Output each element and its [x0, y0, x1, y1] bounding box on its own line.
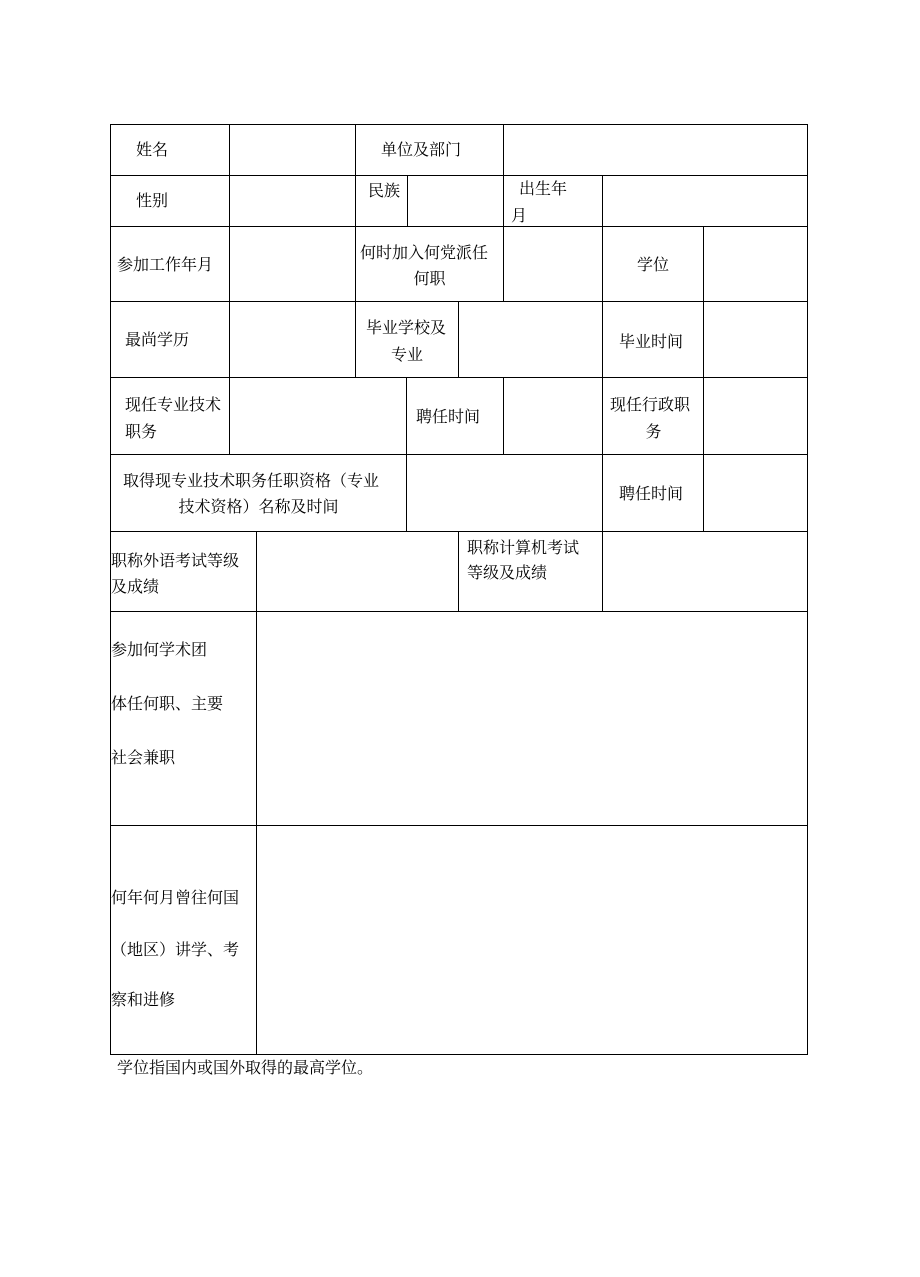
col-border: [602, 301, 603, 377]
col-border: [503, 124, 504, 175]
qualification-label-line2: 技术资格）名称及时间: [178, 497, 339, 516]
col-border: [406, 377, 407, 454]
col-border: [355, 175, 356, 226]
col-border: [602, 377, 603, 454]
col-border: [406, 454, 407, 531]
ethnicity-label: 民族: [368, 181, 401, 200]
col-border: [229, 175, 230, 226]
col-border: [256, 611, 257, 1054]
col-border: [503, 377, 504, 454]
col-border: [458, 301, 459, 377]
highest-education-label: 最尚学历: [125, 330, 190, 349]
school-label-line2: 专业: [390, 345, 423, 364]
graduation-time-label: 毕业时间: [619, 332, 684, 351]
abroad-label-line2: （地区）讲学、考: [111, 940, 240, 959]
col-border: [602, 454, 603, 531]
col-border: [807, 124, 808, 1055]
row-border: [110, 531, 808, 532]
col-border: [229, 226, 230, 301]
col-border: [602, 531, 603, 611]
row-border: [110, 611, 808, 612]
row-border: [110, 825, 808, 826]
footnote: 学位指国内或国外取得的最高学位。: [117, 1058, 374, 1077]
col-border: [229, 124, 230, 175]
col-border: [458, 531, 459, 611]
birth-label-line2: 月: [511, 206, 528, 225]
tech-post-label-line2: 职务: [125, 422, 158, 441]
col-border: [256, 531, 257, 611]
party-label-line2: 何职: [413, 269, 446, 288]
abroad-label-line1: 何年何月曾往何国: [111, 888, 240, 907]
admin-post-label-line2: 务: [645, 422, 662, 441]
admin-post-label-line1: 现任行政职: [610, 395, 691, 414]
computer-label-line2: 等级及成绩: [467, 563, 548, 582]
qualification-label-line1: 取得现专业技术职务任职资格（专业: [123, 471, 380, 490]
degree-label: 学位: [637, 255, 670, 274]
hire-time-label: 聘任时间: [416, 407, 481, 426]
school-label-line1: 毕业学校及: [366, 318, 447, 337]
computer-label-line1: 职称计算机考试: [467, 538, 580, 557]
col-border: [703, 454, 704, 531]
col-border: [407, 175, 408, 226]
row-border: [110, 124, 808, 125]
foreign-lang-label-line2: 及成绩: [111, 577, 160, 596]
work-start-label: 参加工作年月: [117, 255, 214, 274]
academic-label-line2: 体任何职、主要: [111, 694, 224, 713]
col-border: [703, 301, 704, 377]
col-border: [229, 301, 230, 377]
academic-label-line3: 社会兼职: [111, 748, 176, 767]
registration-form-table: [110, 124, 808, 1055]
row-border: [110, 175, 808, 176]
col-border: [703, 377, 704, 454]
academic-label-line1: 参加何学术团: [111, 640, 208, 659]
row-border: [110, 1054, 808, 1055]
hire-time-label-2: 聘任时间: [619, 484, 684, 503]
foreign-lang-label-line1: 职称外语考试等级: [111, 551, 240, 570]
col-border: [503, 175, 504, 226]
col-border: [229, 377, 230, 454]
abroad-label-line3: 察和进修: [111, 990, 176, 1009]
col-border: [602, 175, 603, 226]
col-border: [602, 226, 603, 301]
tech-post-label-line1: 现任专业技术: [125, 395, 222, 414]
name-label: 姓名: [136, 140, 169, 159]
party-label-line1: 何时加入何党派任: [360, 243, 489, 262]
col-border: [355, 124, 356, 175]
birth-label-line1: 出生年: [519, 179, 568, 198]
unit-dept-label: 单位及部门: [381, 140, 462, 159]
col-border: [503, 226, 504, 301]
col-border: [703, 226, 704, 301]
gender-label: 性别: [136, 191, 169, 210]
